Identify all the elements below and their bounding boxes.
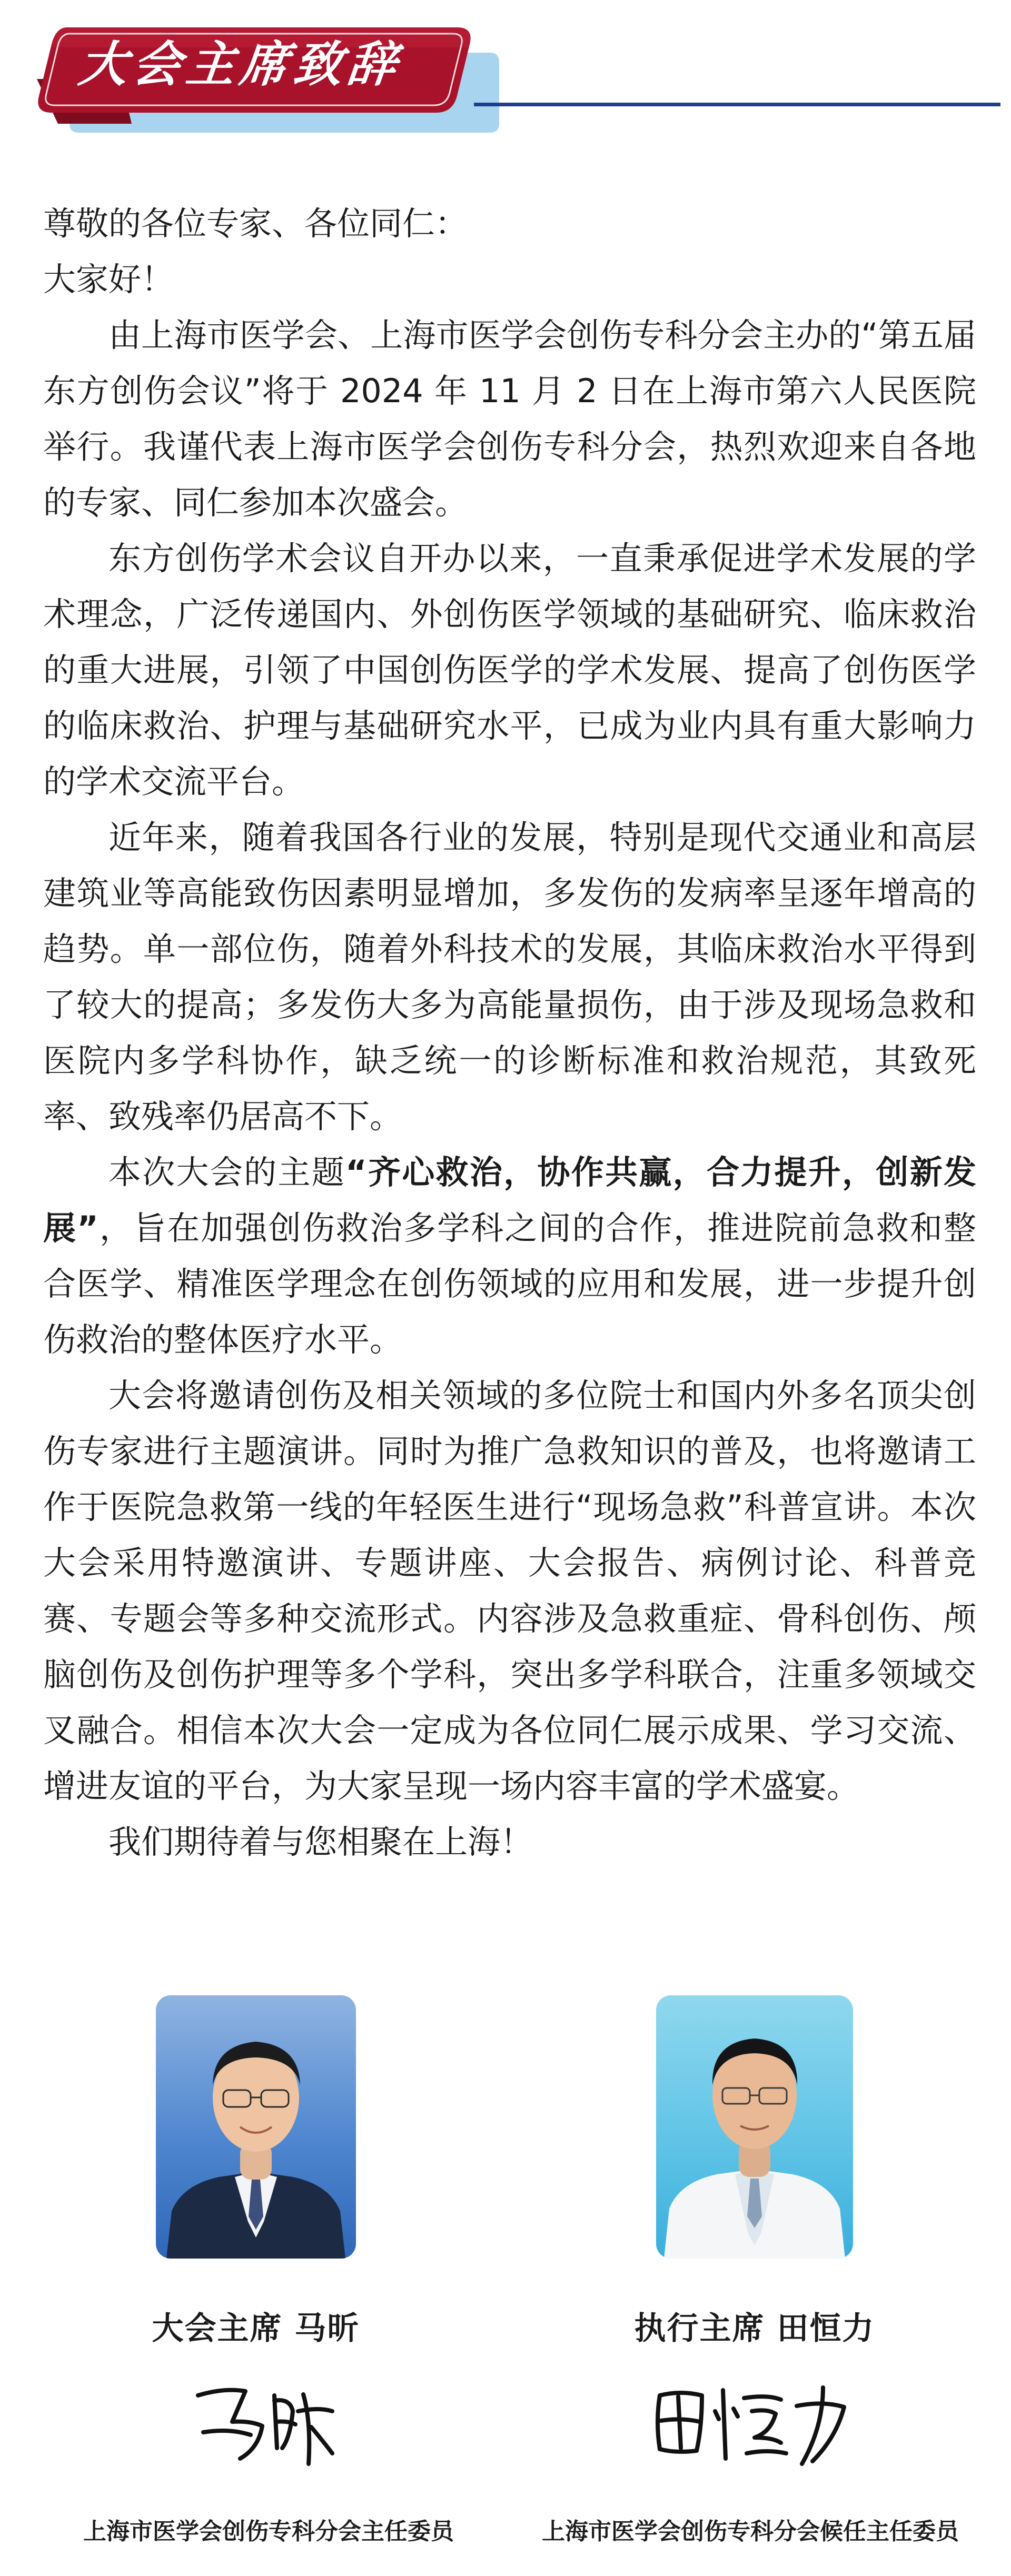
header-banner — [0, 0, 1011, 158]
chair-signature — [124, 2359, 388, 2474]
chair-portrait-photo — [156, 1995, 356, 2259]
closing-line: 我们期待着与您相聚在上海！ — [108, 1823, 533, 1861]
person-silhouette-icon — [156, 1995, 356, 2259]
executive-chair-position: 上海市医学会创伤专科分会候任主任委员 — [542, 2518, 959, 2545]
conference-theme: “齐心救治，协作共赢，合力提升，创新发展” — [43, 1153, 976, 1247]
theme-intro: 本次大会的主题 — [108, 1153, 346, 1191]
paragraph-1: 由上海市医学会、上海市医学会创伤专科分会主办的“第五届东方创伤会议”将于 2024 年 11 月 2 日在上海市第六人民医院举行。我谨代表上海市医学会创伤专科分会，热烈欢迎来自各地的专家、同仁参加本次盛会。 — [43, 316, 976, 522]
paragraph-2: 东方创伤学术会议自开办以来，一直秉承促进学术发展的学术理念，广泛传递国内、外创伤医学领域的基础研究、临床救治的重大进展，引领了中国创伤医学的学术发展、提高了创伤医学的临床救治、护理与基础研究水平，已成为业内具有重大影响力的学术交流平台。 — [43, 539, 976, 801]
header-rule — [474, 103, 1000, 106]
letter-body — [43, 196, 976, 1870]
greeting: 大家好！ — [43, 260, 174, 299]
executive-chair-role-title: 执行主席 田恒力 — [634, 2310, 875, 2347]
person-silhouette-icon — [656, 1995, 853, 2259]
executive-chair-portrait-photo — [656, 1995, 853, 2259]
chair-role-title: 大会主席 马昕 — [152, 2310, 360, 2347]
chair-position: 上海市医学会创伤专科分会主任委员 — [83, 2518, 454, 2545]
paragraph-4 — [43, 1145, 976, 1368]
page-title: 大会主席致辞 — [76, 36, 404, 93]
salutation: 尊敬的各位专家、各位同仁： — [43, 204, 468, 243]
paragraph-5: 大会将邀请创伤及相关领域的多位院士和国内外多名顶尖创伤专家进行主题演讲。同时为推广急救知识的普及，也将邀请工作于医院急救第一线的年轻医生进行“现场急救”科普宣讲。本次大会采用特邀演讲、专题讲座、大会报告、病例讨论、科普竞赛、专题会等多种交流形式。内容涉及急救重症、骨科创伤、颅脑创伤及创伤护理等多个学科，突出多学科联合，注重多领域交叉融合。相信本次大会一定成为各位同仁展示成果、学习交流、增进友谊的平台，为大家呈现一场内容丰富的学术盛宴。 — [43, 1376, 976, 1805]
theme-description: ，旨在加强创伤救治多学科之间的合作，推进院前急救和整合医学、精准医学理念在创伤领域的应用和发展，进一步提升创伤救治的整体医疗水平。 — [43, 1209, 976, 1359]
paragraph-3: 近年来，随着我国各行业的发展，特别是现代交通业和高层建筑业等高能致伤因素明显增加，多发伤的发病率呈逐年增高的趋势。单一部位伤，随着外科技术的发展，其临床救治水平得到了较大的提高；多发伤大多为高能量损伤，由于涉及现场急救和医院内多学科协作，缺乏统一的诊断标准和救治规范，其致死率、致残率仍居高不下。 — [43, 818, 976, 1136]
executive-chair-signature — [623, 2359, 886, 2474]
